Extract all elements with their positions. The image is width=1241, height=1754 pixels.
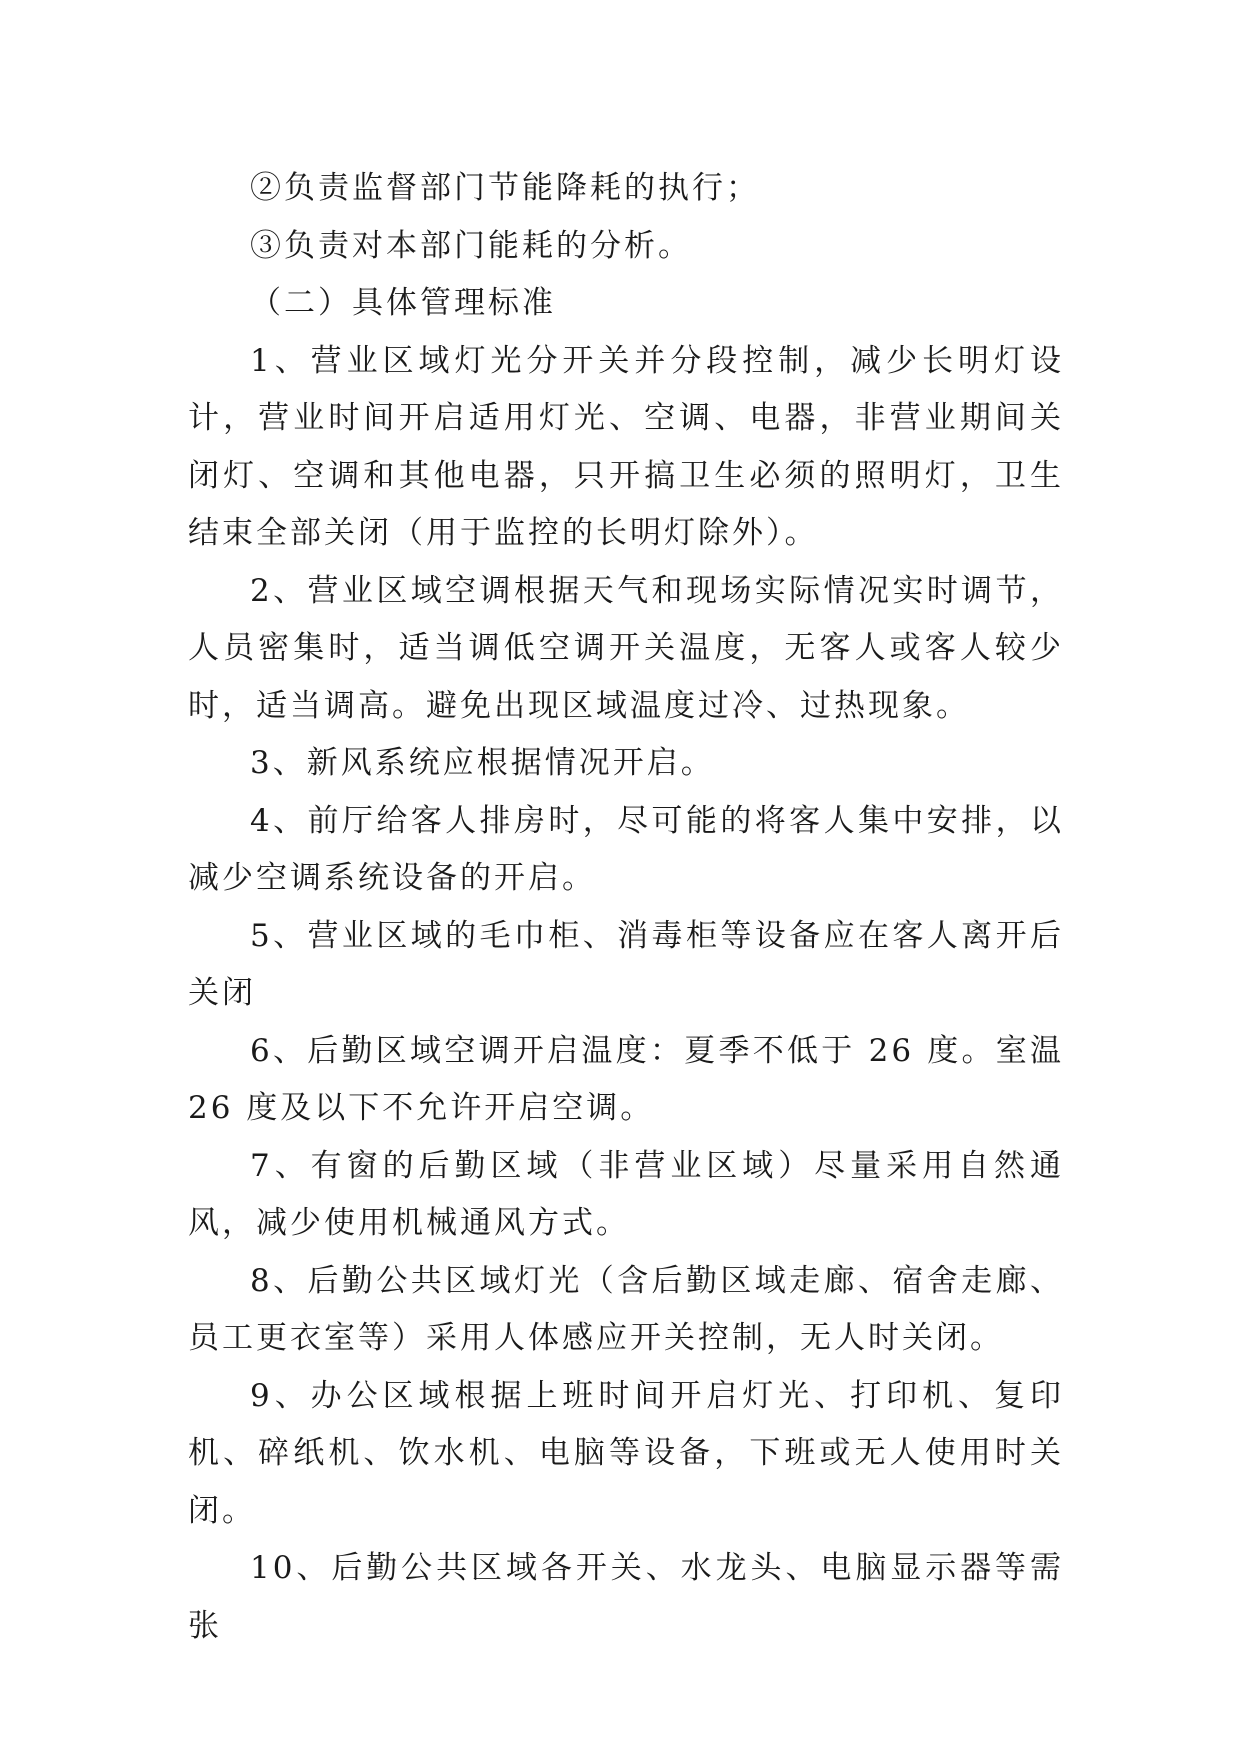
- paragraph-standard-7: 7、有窗的后勤区域（非营业区域）尽量采用自然通风，减少使用机械通风方式。: [188, 1147, 1064, 1241]
- paragraph-standard-8: 8、后勤公共区域灯光（含后勤区域走廊、宿舍走廊、员工更衣室等）采用人体感应开关控制，无人时关闭。: [188, 1262, 1064, 1356]
- paragraph-standard-1: 1、营业区域灯光分开关并分段控制，减少长明灯设计，营业时间开启适用灯光、空调、电器，非营业期间关闭灯、空调和其他电器，只开搞卫生必须的照明灯，卫生结束全部关闭（用于监控的长明灯除外）。: [188, 342, 1064, 551]
- paragraph-standard-6: 6、后勤区域空调开启温度：夏季不低于 26 度。室温 26 度及以下不允许开启空调。: [188, 1032, 1064, 1126]
- paragraph-duty-2: ②负责监督部门节能降耗的执行；: [250, 170, 760, 206]
- paragraph-standard-5: 5、营业区域的毛巾柜、消毒柜等设备应在客人离开后关闭: [188, 917, 1064, 1011]
- paragraph-standard-2: 2、营业区域空调根据天气和现场实际情况实时调节，人员密集时，适当调低空调开关温度，无客人或客人较少时，适当调高。避免出现区域温度过冷、过热现象。: [188, 572, 1064, 724]
- document-body: [188, 160, 1064, 1655]
- section-heading: （二）具体管理标准: [250, 285, 556, 321]
- paragraph-standard-3: 3、新风系统应根据情况开启。: [250, 745, 715, 781]
- paragraph-standard-10: 10、后勤公共区域各开关、水龙头、电脑显示器等需张: [188, 1550, 1064, 1644]
- paragraph-standard-4: 4、前厅给客人排房时，尽可能的将客人集中安排，以减少空调系统设备的开启。: [188, 802, 1064, 896]
- paragraph-duty-3: ③负责对本部门能耗的分析。: [250, 227, 692, 264]
- paragraph-standard-9: 9、办公区域根据上班时间开启灯光、打印机、复印机、碎纸机、饮水机、电脑等设备，下班或无人使用时关闭。: [188, 1377, 1064, 1529]
